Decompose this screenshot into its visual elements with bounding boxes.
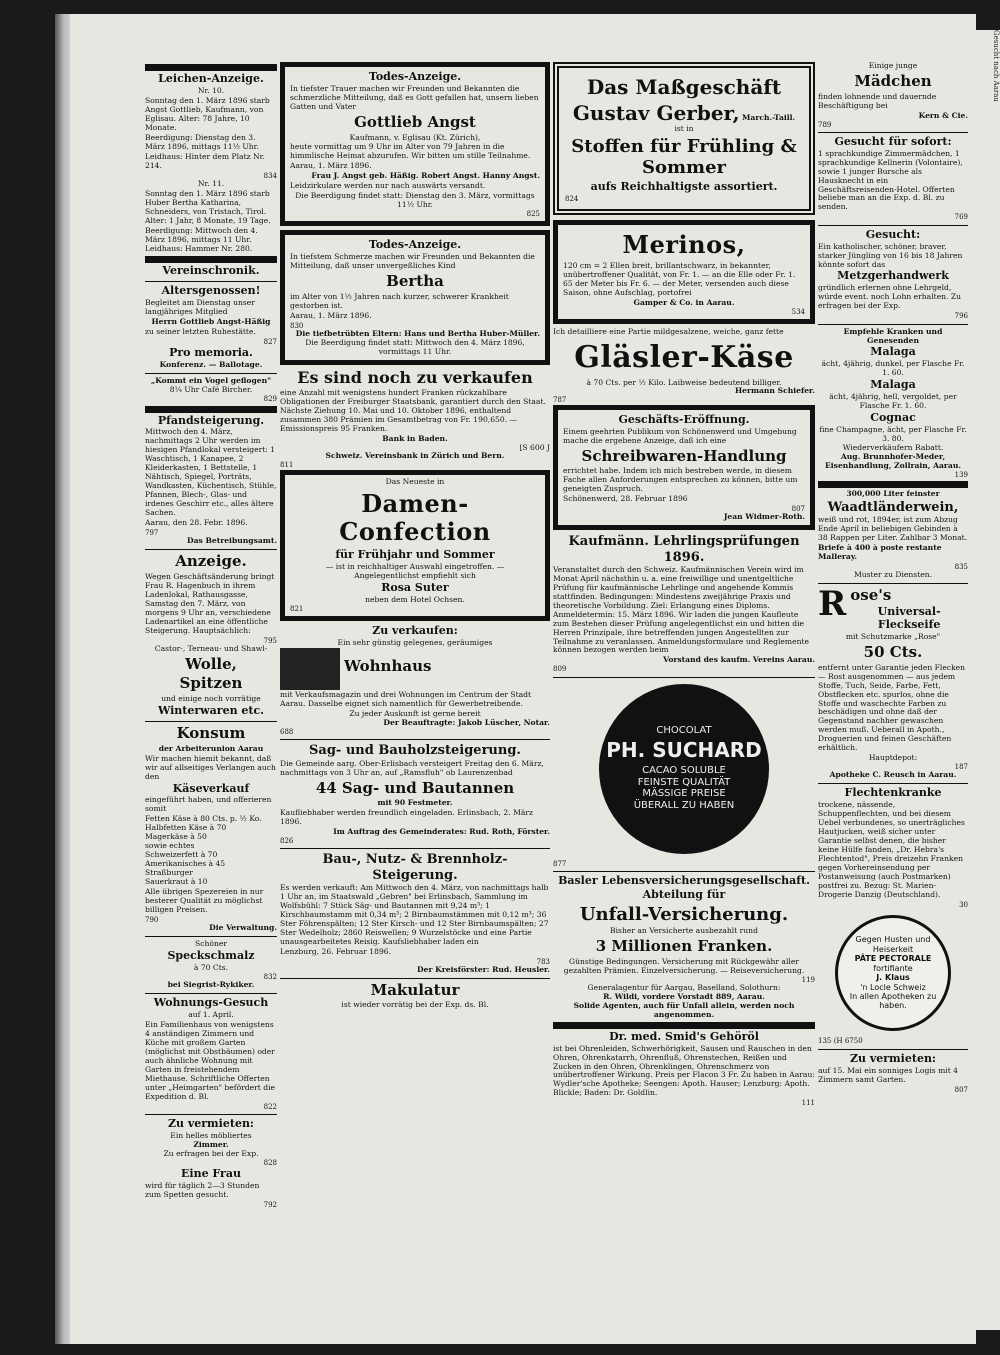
column-2	[280, 62, 550, 1282]
maedchen-ref: 789	[818, 120, 832, 129]
wolle: Wolle,	[185, 654, 237, 673]
basler-wanted: Solide Agenten, auch für Unfall allein, werden noch angenommen.	[573, 1000, 795, 1019]
verkaufen-bank1: Bank in Baden.	[382, 433, 448, 443]
rose-depot: Hauptdepot:	[868, 753, 918, 763]
wohnhaus-text2: mit Verkaufsmagazin und drei Wohnungen im Centrum der Stadt Aarau. Dasselbe eignet sich namentlich für Gewerbetreibende.	[280, 690, 532, 709]
price-row: Schweizerfett à 70	[145, 850, 218, 860]
konferenz: Konferenz. — Ballotage.	[159, 360, 263, 370]
ge-big: Schreibwaren-Handlung	[581, 446, 787, 465]
conf-title: Damen-Confection	[339, 488, 491, 546]
lehrling-sign: Vorstand des kaufm. Vereins Aarau.	[663, 655, 815, 665]
todes2-title: Todes-Anzeige.	[368, 238, 462, 252]
maedchen-sign: Kern & Cie.	[918, 110, 968, 120]
death-10-ref: 834	[263, 171, 277, 180]
divider	[145, 1114, 277, 1115]
bau-date: Lenzburg, 26. Februar 1896.	[280, 946, 392, 956]
divider	[145, 373, 277, 374]
pfand-text: Mittwoch den 4. März, nachmittags 2 Uhr werden im hiesigen Pfandlokal versteigert: 1 Waschtisch, 1 Kanapee, 2 Kleiderkasten, 1 Bettstelle, 1 Nähtisch, Spiegel, Porträts, Wandkasten, Küchentisch, Stühle, Pfannen, Blech-, Glas- und irdenes Geschirr etc., alles ältere Sachen.	[145, 427, 277, 518]
mass-name: Gustav Gerber,	[572, 100, 740, 125]
kaese-title: Käseverkauf	[172, 781, 250, 795]
anzeige-ref: 795	[263, 636, 277, 645]
mass-stoffe: Stoffen für Frühling & Sommer	[571, 136, 797, 179]
gesucht2-title: Gesucht:	[865, 227, 921, 241]
adjacent-page-edge	[974, 30, 1000, 1330]
confection-ad	[280, 470, 550, 622]
speck-sign: bei Siegrist-Rykiker.	[167, 980, 255, 990]
pate-bottom: In allen Apotheken zu haben.	[849, 991, 937, 1011]
death-10-text: Sonntag den 1. März 1896 starb Angst Gottlieb, Kaufmann, von Eglisau. Alter: 78 Jahre, 10 Monate.	[145, 95, 270, 132]
suchard-logo	[599, 684, 769, 854]
pate-sub: fortifiante	[873, 963, 913, 973]
rose-initial: R	[818, 584, 847, 625]
glaesler-ref: 787	[553, 396, 567, 405]
death-11-number: Nr. 11.	[197, 178, 225, 188]
todes2-parents: Die tiefbetrübten Eltern: Hans und Bertha Huber-Müller.	[295, 329, 540, 339]
spitzen: Spitzen	[179, 674, 243, 693]
price-row: sowie echtes	[145, 841, 195, 851]
vermieten-text: Ein helles möbliertes	[170, 1130, 252, 1140]
makulatur-text: ist wieder vorrätig bei der Exp. ds. Bl.	[341, 1000, 489, 1010]
rose-ref: 187	[954, 763, 968, 772]
ge-text2: errichtet habe. Indem ich mich bestreben werde, in diesem Fache allen Anforderungen entsprechen zu können, bitte um geneigten Zuspruch.	[563, 466, 798, 494]
cognac-rabatt: Wiederverkäufern Rabatt.	[842, 443, 944, 453]
verkaufen-code: [S 600 J	[519, 442, 550, 452]
wohnungs-sub: auf 1. April.	[188, 1010, 234, 1020]
merinos-ref: 534	[791, 307, 805, 316]
konsum-text2: Alle übrigen Spezereien in nur besterer Qualität zu möglichst billigen Preisen.	[145, 887, 264, 914]
bau-ref: 783	[536, 957, 550, 966]
vermieten-bold: Zimmer.	[193, 1139, 229, 1149]
divider	[145, 936, 277, 937]
winterwaren: Winterwaren etc.	[157, 704, 265, 718]
pate-name: J. Klaus	[876, 973, 910, 983]
maedchen-text: finden lohnende und dauernde Beschäftigung bei	[818, 91, 937, 110]
vermieten2-title: Zu vermieten:	[850, 1052, 936, 1066]
mass-ref: 824	[565, 194, 579, 203]
vermieten2-text: auf 15. Mai ein sonniges Logis mit 4 Zimmern samt Garten.	[818, 1066, 958, 1084]
todes1-burial: Die Beerdigung findet statt: Dienstag den 3. März, vormittags 11½ Uhr.	[295, 191, 535, 210]
rule	[145, 256, 277, 263]
mass-sub: aufs Reichhaltigste assortiert.	[590, 179, 778, 193]
wohnungs-text: Ein Familienhaus von wenigstens 4 anständigen Zimmern und Küche mit großem Garten (möglichst mit Obstbäumen) oder auch ähnliche Wohnung mit Garten in freistehendem Miethause. Schriftliche Offerten unter „Heimgarten" befördert die Expedition d. Bl.	[145, 1020, 276, 1101]
wohnhaus-text: Ein sehr günstig gelegenes, geräumiges	[337, 638, 493, 648]
basler-name: R. Wildi, vordere Vorstadt 889, Aarau.	[603, 991, 765, 1001]
column-1	[145, 62, 277, 1282]
mass-title: Das Maßgeschäft	[586, 75, 782, 99]
ge-ref: 807	[791, 505, 805, 514]
conf-addr: neben dem Hotel Ochsen.	[365, 595, 465, 605]
basler-title: Basler Lebensversicherungsgesellschaft.	[558, 873, 810, 887]
sag-ref: 826	[280, 837, 294, 846]
conf-sub: für Frühjahr und Sommer	[335, 548, 495, 562]
gesucht2-text2: gründlich erlernen ohne Lehrgeld, würde event. noch Lohn erhalten. Zu erfragen bei der Exp.	[818, 283, 962, 311]
anzeige-title: Anzeige.	[175, 552, 247, 571]
vermieten-ref: 828	[263, 1158, 277, 1167]
geschaefts-ad	[553, 405, 815, 531]
pate-top: Gegen Husten und Heiserkeit	[855, 935, 931, 954]
anzeige-items: Castor-, Terneau- und Shawl-	[154, 643, 268, 653]
basler-big: Unfall-Versicherung.	[579, 903, 789, 925]
ge-text: Einem geehrten Publikum von Schönenwerd und Umgebung mache die ergebene Anzeige, daß ich eine	[563, 426, 797, 445]
flechten-text: trockene, nässende, Schuppenflechten, und bei diesem Uebel verbundenes, so unerträgliches Hautjucken, weiß sicher unter Garantie selbst denen, die bisher keine Hülfe fanden, „Dr. Hebra's Flechtentod", Preis dreizehn Franken gegen Vorhereinsendung per Postanweisung (auch Postmarken) postfrei zu. Bezug: St. Marien-Drogerie Danzig (Deutschland).	[818, 800, 965, 899]
maedchen-title: Mädchen	[854, 71, 932, 90]
maedchen-pre: Einige junge	[868, 62, 918, 70]
rule	[553, 1022, 815, 1029]
memora-title: Pro memoria.	[169, 346, 253, 360]
konsum-ref: 790	[145, 915, 159, 924]
flechten-title: Flechtenkranke	[844, 786, 942, 800]
todes1-name: Gottlieb Angst	[354, 112, 476, 131]
merinos-text: 120 cm = 2 Ellen breit, brillantschwarz, in bekannter, unübertroffener Qualität, von Fr. 1. — an die Elle oder Fr. 1. 65 der Meter bis Fr. 6. — der Meter, versenden auch diese Saison, ohne Aufschlag, portofrei	[563, 261, 796, 297]
pate-loc: 'n Locle Schweiz	[860, 982, 926, 992]
wohnhaus-ref: 688	[280, 728, 294, 737]
gesucht-title: Gesucht für sofort:	[834, 134, 952, 148]
waadt-title: Waadtländerwein,	[827, 500, 959, 516]
death-10-number: Nr. 10.	[197, 85, 225, 95]
rule	[818, 481, 968, 488]
rose-sign: Apotheke C. Reusch in Aarau.	[829, 770, 957, 780]
todes1-text2: heute vormittag um 9 Uhr im Alter von 79 Jahren in die himmlische Heimat abzurufen. Wir bitten um stille Teilnahme.	[290, 142, 531, 161]
vermieten-text2: Zu erfragen bei der Exp.	[163, 1148, 259, 1158]
alters-ref: 827	[263, 338, 277, 347]
todes-anzeige-1	[280, 62, 550, 226]
choc-ref: 877	[553, 859, 567, 868]
bau-text: Es werden verkauft: Am Mittwoch den 4. März, von nachmittags halb 1 Uhr an, im Staatswald „Gebren" bei Erlinsbach, Sammlung im Wolfsbühl: 7 Stück Säg- und Bautannen mit 9,24 m³; 1 Kirschbaumstamm mit 0,34 m³; 2 Birnbaumstämmen mit 0,12 m³; 36 Ster Föhrenspälten; 12 Ster Kirsch- und 12 Ster Birnbaumspälten; 27 Ster Wedelholz; 2860 Reiswellen; 9 Wurzelstöcke und eine Partie unausgearbeitetes Reisig. Kaufsliebhaber laden ein	[280, 882, 549, 946]
glaesler-title: Gläsler-Käse	[574, 340, 794, 376]
konsum-sub: der Arbeiterunion Aarau	[158, 743, 264, 753]
death-11-text: Sonntag den 1. März 1896 starb Huber Bertha Katharina, Schneiders, von Tristach, Tirol. Alter: 1 Jahr, 8 Monate, 19 Tage.	[145, 188, 271, 225]
pate-title: PÂTE PECTORALE	[854, 954, 932, 964]
ge-sign: Jean Widmer-Roth.	[723, 512, 805, 522]
death-10-burial: Beerdigung: Dienstag den 3. März 1896, mittags 11½ Uhr.	[145, 132, 259, 151]
todes2-text2: im Alter von 1½ Jahren nach kurzer, schwerer Krankheit gestorben ist.	[290, 291, 509, 310]
gesucht2-ref: 796	[954, 312, 968, 321]
smid-text: ist bei Ohrenleiden, Schwerhörigkeit, Sausen und Rauschen in den Ohren, Ohrenkatarrh, Ohrenfluß, Ohrenstechen, Reißen und Zucken in den Ohren, Ohrenklingen, Ohrenschmerz von unübertroffener Wirkung. Preis per Flacon 3 Fr. Zu haben in Aarau: Wydler'sche Apotheke; Seengen: Apoth. Hauser; Lenzburg: Apoth. Blickle; Baden: Dr. Goldlin.	[553, 1043, 815, 1098]
sag-title: Sag- und Bauholzsteigerung.	[309, 743, 521, 759]
speck-ref: 832	[263, 972, 277, 981]
choc-sub: CACAO SOLUBLE	[642, 764, 726, 776]
verkaufen-ref: 811	[280, 461, 294, 470]
verkaufen-bank2: Schweiz. Vereinsbank in Zürich und Bern.	[325, 451, 505, 461]
alters-name: Herrn Gottlieb Angst-Häßig	[151, 317, 271, 327]
malaga-1: Malaga	[870, 345, 916, 359]
todes2-burial: Die Beerdigung findet statt: Mittwoch den 4. März 1896, vormittags 11 Uhr.	[305, 338, 525, 356]
kaese-text: eingeführt haben, und offerieren somit	[145, 795, 272, 814]
basler-text2: Günstige Bedingungen. Versicherung mit Rückgewähr aller gezahlten Prämien. Einzelversicherung. — Reiseversicherung.	[563, 956, 805, 975]
pate-ref: 135	[818, 1037, 832, 1046]
frau-text: wird für täglich 2—3 Stunden zum Spetten gesucht.	[145, 1180, 260, 1199]
divider	[818, 1049, 968, 1050]
basler-ref: 119	[801, 975, 815, 984]
house-illustration	[280, 648, 340, 690]
mass-trade: March.-Taill.	[742, 112, 796, 122]
anzeige-text: Wegen Geschäftsänderung bringt Frau R. Hagenbuch in ihrem Ladenlokal, Rathausgasse, Samstag den 7. März, von morgens 9 Uhr an, verschiedene Ladenartikel an eine öffentliche Steigerung. Hauptsächlich:	[145, 571, 275, 635]
wohnhaus-row	[280, 648, 550, 690]
malaga-1-text: ächt, 4jährig, dunkel, per Flasche Fr. 1. 60.	[821, 359, 965, 378]
vermieten-title: Zu vermieten:	[168, 1116, 254, 1130]
malaga-2-text: ächt, 4jährig, hell, vergoldet, per Flasche Fr. 1. 60.	[829, 392, 957, 411]
sag-sign: Im Auftrag des Gemeinderates: Rud. Roth, Förster.	[333, 827, 550, 837]
ge-title: Geschäfts-Eröffnung.	[618, 412, 750, 426]
divider	[818, 132, 968, 133]
conf-pre: Das Neueste in	[385, 476, 445, 486]
price-row: Sauerkraut à 10	[145, 877, 208, 887]
sag-sub: mit 90 Festmeter.	[377, 798, 453, 808]
todes1-text: In tiefster Trauer machen wir Freunden und Bekannten die schmerzliche Mitteilung, daß es Gott gefallen hat, unsern lieben Gatten und Vater	[290, 83, 539, 111]
choc-brand: PH. SUCHARD	[606, 738, 762, 763]
verein-title: Vereinschronik.	[162, 264, 260, 278]
conf-text2: Angelegentlichst empfiehlt sich	[354, 571, 476, 581]
todes1-family: Frau J. Angst geb. Häßig. Robert Angst. Hanny Angst.	[311, 171, 540, 181]
speck-pre: Schöner	[195, 939, 227, 949]
divider	[145, 549, 277, 550]
rule	[145, 406, 277, 413]
conf-name: Rosa Suter	[381, 581, 449, 595]
column-4	[818, 62, 968, 1282]
death-11-burial: Beerdigung: Mittwoch den 4. März 1896, mittags 11 Uhr.	[145, 225, 258, 244]
rose-sub: Universal-Fleckseife	[877, 605, 941, 632]
pfand-title: Pfandsteigerung.	[157, 413, 265, 427]
pate-refs	[818, 1037, 968, 1046]
divider	[145, 721, 277, 722]
divider	[553, 677, 815, 678]
und-einige: und einige noch vorrätige	[161, 694, 261, 704]
wohnhaus-big: Wohnhaus	[344, 657, 432, 676]
rose-price: 50 Cts.	[863, 643, 923, 662]
bau-sign: Der Kreisförster: Rud. Heusler.	[417, 964, 550, 974]
konsum-title: Konsum	[176, 724, 246, 743]
rose-mark: mit Schutzmarke „Rose"	[845, 632, 941, 642]
sag-text: Die Gemeinde aarg. Ober-Erlisbach versteigert Freitag den 6. März, nachmittags von 3 Uhr an, auf „Ramsfluh" ob Laurenzenbad	[280, 758, 544, 777]
vermieten2-ref: 807	[954, 1085, 968, 1094]
gesucht2-big: Metzgerhandwerk	[837, 269, 949, 283]
choc-quality: FEINSTE QUALITÄT	[637, 776, 731, 788]
choc-price: MÄSSIGE PREISE	[642, 788, 726, 800]
vogel-title: „Kommt ein Vogel geflogen"	[150, 376, 272, 386]
frau-title: Eine Frau	[181, 1166, 241, 1180]
merinos-ad	[553, 220, 815, 324]
cognac-text: fine Champagne, ächt, per Flasche Fr. 3. 80.	[819, 425, 967, 444]
konsum-sign: Die Verwaltung.	[209, 923, 277, 933]
malaga-text: Empfehle Kranken und Genesenden	[843, 326, 943, 345]
speck-title: Speckschmalz	[167, 949, 255, 963]
glaesler-price: à 70 Cts. per ½ Kilo. Laibweise bedeutend billiger.	[586, 377, 782, 387]
price-row: Amerikanisches à 45	[145, 859, 226, 869]
waadt-text: weiß und rot, 1894er, ist zum Abzug Ende April in beliebigen Gebinden à 38 Rappen per Liter. Zahlbar 3 Monat.	[818, 515, 968, 543]
merinos-title: Merinos,	[622, 229, 746, 259]
edge-text: Gesucht nach Aarau	[992, 30, 1000, 102]
wohnungs-ref: 822	[263, 1102, 277, 1111]
todes1-ref: 825	[526, 210, 540, 219]
death-10-house: Leidhaus: Hinter dem Platz Nr. 214.	[145, 151, 265, 170]
pfand-sign: Das Betreibungsamt.	[187, 536, 277, 546]
sag-big: 44 Sag- und Bautannen	[315, 778, 515, 797]
smid-title: Dr. med. Smid's Gehöröl	[609, 1029, 759, 1043]
divider	[145, 281, 277, 282]
ge-date: Schönenwerd, 28. Februar 1896	[563, 494, 688, 504]
wohnhaus-sign: Der Beauftragte: Jakob Lüscher, Notar.	[383, 718, 550, 728]
divider	[553, 871, 815, 872]
gesucht-ref: 769	[954, 213, 968, 222]
malaga-2: Malaga	[870, 378, 916, 392]
makulatur-title: Makulatur	[370, 980, 460, 999]
pfand-ref: 797	[145, 528, 159, 537]
conf-ref: 821	[290, 605, 304, 614]
todes1-sub: Kaufmann, v. Eglisau (Kt. Zürich),	[349, 132, 481, 142]
mass-ist: ist in	[674, 124, 694, 134]
todes2-ref: 830	[290, 321, 304, 330]
price-row: Straßburger	[145, 868, 193, 878]
waadt-ref: 835	[954, 563, 968, 572]
deaths-title: Leichen-Anzeige.	[158, 72, 264, 85]
choc-word: CHOCOLAT	[656, 725, 712, 737]
lehrling-ref: 809	[553, 665, 567, 674]
divider	[280, 978, 550, 979]
todes-anzeige-2	[280, 230, 550, 365]
wohnhaus-title: Zu verkaufen:	[372, 624, 458, 638]
divider	[280, 739, 550, 740]
choc-available: ÜBERALL ZU HABEN	[633, 800, 735, 812]
price-list	[145, 815, 277, 887]
alters-text2: zu seiner letzten Ruhestätte.	[145, 327, 256, 337]
frau-ref: 792	[263, 1200, 277, 1209]
glaesler-pre: Ich detailliere eine Partie mildgesalzene, weiche, ganz fette	[553, 327, 784, 337]
vogel-text: 8¼ Uhr Café Bircher.	[169, 385, 253, 395]
basler-text: Bisher an Versicherte ausbezahlt rund	[610, 926, 758, 936]
divider	[280, 848, 550, 849]
smid-ref: 111	[801, 1099, 815, 1108]
cognac-ref: 139	[954, 470, 968, 479]
cognac: Cognac	[870, 411, 916, 425]
glaesler-sign: Hermann Schiefer.	[734, 386, 815, 396]
column-3	[553, 62, 815, 1282]
divider	[818, 324, 968, 325]
verkaufen-text: eine Anzahl mit wenigstens hundert Franken rückzahlbare Obligationen der Freiburger Staatsbank, garantiert durch den Staat. Nächste Ziehung 10. Mai und 10. Oktober 1896, enthaltend zusammen 380 Prämien im Gesamtbetrag von Fr. 190,650. — Emissionspreis 95 Franken.	[280, 387, 546, 433]
waadt-price: Briefe à 400 à poste restante Malleray.	[818, 543, 942, 562]
pfand-date: Aarau, den 28. Febr. 1896.	[145, 518, 248, 527]
alters-text: Begleitet am Dienstag unser langjähriges Mitglied	[145, 298, 255, 317]
todes1-date: Aarau, 1. März 1896.	[290, 161, 372, 171]
divider	[145, 993, 277, 994]
lehrling-text: Veranstaltet durch den Schweiz. Kaufmännischen Verein wird im Monat April nächsthin u. a. eine freiwillige und unentgeltliche Prüfung für kaufmännische Lehrlinge und angehende Kommis stattfinden. Bedingungen: Mindestens zweijährige Praxis und theoretische Vorbildung. Ziel: Erlangung eines Diploms. Anmeldetermin: 15. März 1896. Wir laden die jungen Kaufleute zum Bestehen dieser Prüfung angelegentlichst ein und bitten die Herren Prinzipale, ihre betreffenden jungen Angestellten zur Teilnahme zu veranlassen. Anmeldungsformulare und Reglemente können bezogen werden beim	[553, 564, 810, 655]
price-row: Fetten Käse à 80 Cts. p. ½ Ko.	[145, 814, 262, 824]
konsum-text: Wir machen hiemit bekannt, daß wir auf allseitiges Verlangen auch den	[145, 753, 276, 781]
todes1-note: Leidzirkulare werden nur nach auswärts versandt.	[290, 181, 486, 191]
wohnungs-title: Wohnungs-Gesuch	[153, 996, 269, 1010]
rule	[145, 64, 277, 71]
basler-dept: Abteilung für	[642, 887, 726, 901]
todes2-name: Bertha	[386, 272, 444, 291]
todes1-title: Todes-Anzeige.	[368, 70, 462, 83]
basler-amount: 3 Millionen Franken.	[595, 937, 773, 955]
verkaufen-title: Es sind noch zu verkaufen	[297, 367, 533, 387]
waadt-pre: 300,000 Liter feinster	[846, 489, 940, 499]
price-row: Halbfetten Käse à 70	[145, 823, 227, 833]
speck-price: à 70 Cts.	[193, 963, 229, 972]
death-11-house: Leidhaus: Hammer Nr. 280.	[145, 244, 253, 254]
gesucht2-text: Ein katholischer, schöner, braver, starker Jüngling von 16 bis 18 Jahren könnte sofort das	[818, 241, 963, 269]
waadt-sample: Muster zu Diensten.	[853, 570, 933, 580]
divider	[818, 783, 968, 784]
alters-title: Altersgenossen!	[161, 284, 261, 298]
bau-title: Bau-, Nutz- & Brennholz-Steigerung.	[322, 852, 508, 883]
todes2-text: In tiefstem Schmerze machen wir Freunden und Bekannten die Mitteilung, daß unser unvergeßliches Kind	[290, 252, 535, 271]
sag-text2: Kaufliebhaber werden freundlich eingeladen. Erlinsbach, 2. März 1896.	[280, 808, 534, 827]
cognac-sign: Aug. Brunnhofer-Meder, Eisenhandlung, Zollrain, Aarau.	[825, 452, 961, 470]
todes2-date: Aarau, 1. März 1896.	[290, 310, 372, 320]
basler-agent: Generalagentur für Aargau, Baselland, Solothurn:	[587, 982, 781, 992]
lehrling-title: Kaufmänn. Lehrlingsprüfungen 1896.	[568, 534, 800, 565]
massgeschaeft-ad	[553, 62, 815, 215]
price-row: Magerkäse à 50	[145, 832, 207, 842]
pate-pectorale-logo	[835, 915, 951, 1031]
rose-title: ose's	[850, 586, 892, 605]
merinos-sign: Gamper & Co. in Aarau.	[633, 297, 735, 307]
rose-text: entfernt unter Garantie jeden Flecken — Rost ausgenommen — aus jedem Stoffe, Tuch, Seide, Farbe, Fett, Obstflecken etc. spurlos, ohne die Stoffe und waschechte Farben zu beschädigen und ohne daß der Gegenstand nachher gewaschen werden muß. Ueberall in Apoth., Droguerien und feinen Geschäften erhältlich.	[818, 662, 966, 753]
wohnhaus-text3: Zu jeder Auskunft ist gerne bereit	[349, 709, 481, 719]
pate-code: (H 6750	[833, 1037, 863, 1046]
gesucht-text: 1 sprachkundige Zimmermädchen, 1 sprachkundige Kellnerin (Volontaire), sowie 1 junger Bursche als Hausknecht in ein Geschäftsreisenden-Hotel. Offerten beliebe man an die Exp. d. Bl. zu senden.	[818, 148, 963, 212]
flechten-ref: 30	[959, 900, 968, 909]
divider	[818, 225, 968, 226]
vogel-ref: 829	[263, 395, 277, 404]
conf-text: — ist in reichhaltiger Auswahl eingetroffen. —	[325, 562, 505, 572]
